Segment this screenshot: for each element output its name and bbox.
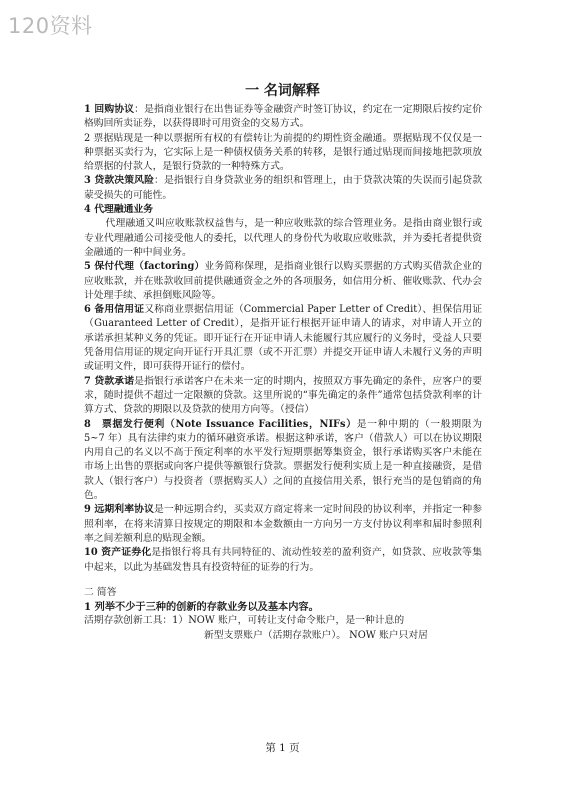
definition-item: 10 资产证券化是指银行将具有共同特征的、流动性较差的盈利资产，如贷款、应收款等集中起来，以此为基础发售具有投资特征的证券的行为。	[84, 547, 483, 573]
answer-text: 新型支票账户（活期存款账户）。 NOW 账户只对居	[204, 629, 428, 641]
definition-item: 2 票据贴现是一种以票据所有权的有偿转让为前提的约期性资金融通。票据贴现不仅仅是一种票据买卖行为，它实际上是一种债权债务关系的转移，是银行通过贴现而间接地把款项放给票据的付款人，是银行贷款的一种特殊方式。	[84, 132, 482, 173]
watermark-logo: 120资料	[8, 14, 93, 38]
question-heading: 1 列举不少于三种的创新的存款业务以及基本内容。	[84, 601, 319, 614]
definition-item: 6 备用信用证又称商业票据信用证（Commercial Paper Letter of Credit）、担保信用证（Guaranteed Letter of Credit），是指开证行根据开证申请人的请求，对申请人开立的承诺承担某种义务的凭证。即开证行在开证申请人未能履行其应履行的义务时，受益人只要凭备用信用证的规定向开证行开具汇票（或不开汇票）并提交开证申请人未履行义务的声明或证明文件，即可获得开证行的偿付。	[84, 304, 482, 373]
definition-item: 9 远期利率协议是一种远期合约，买卖双方商定将来一定时间段的协议利率，并指定一种参照利率，在将来清算日按规定的期限和本金数额由一方向另一方支付协议利率和届时参照利率之间差额利息的贴现金额。	[84, 504, 482, 544]
definition-item: 代理融通又叫应收账款权益售与，是一种应收账款的综合管理业务。是指由商业银行或专业代理融通公司接受他人的委托，以代理人的身份代为收取应收账款，并为委托者提供资金融通的一种中间业务。	[84, 218, 482, 258]
definition-item: 5 保付代理（factoring）业务简称保理，是指商业银行以购买票据的方式购买借款企业的应收账款，并在账款收回前提供融通资金之外的各项服务，如信用分析、催收账款、代办会计处理手续、承担倒账风险等。	[84, 261, 483, 301]
definition-item: 8 票据发行便利（Note Issuance Facilities，NIFs）是一种中期的（一般期限为 5~7 年）具有法律约束力的循环融资承诺。根据这种承诺，客户（借款人）可以在协议期限内用自己的名义以不高于预定利率的水平发行短期票据筹集资金，银行承诺购买客户未能在市场上出售的票据或向客户提供等额银行贷款。票据发行便利实质上是一种直接融资，是借款人（银行客户）与投资者（票据购买人）之间的直接信用关系，银行充当的是包销商的角色。	[84, 418, 482, 502]
page-title: 一 名词解释	[245, 83, 320, 99]
definition-heading: 4 代理融通业务	[84, 204, 154, 216]
answer-text: 活期存款创新工具：1）NOW 账户，可转让支付命令账户，是一种计息的	[84, 615, 405, 627]
document-body	[84, 103, 482, 643]
page-number: 第 1 页	[265, 742, 300, 754]
definition-item: 1 回购协议：是指商业银行在出售证券等金融资产时签订协议，约定在一定期限后按约定价格购回所卖证券，以获得即时可用资金的交易方式。	[84, 104, 483, 130]
definition-item: 3 贷款决策风险：是指银行自身贷款业务的组织和管理上，由于贷款决策的失误而引起贷款蒙受损失的可能性。	[84, 175, 482, 201]
definition-item: 7 贷款承诺是指银行承诺客户在未来一定的时期内，按照双方事先确定的条件，应客户的要求，随时提供不超过一定限额的贷款。这里所说的“事先确定的条件”通常包括贷款利率的计算方式、贷款的期限以及贷款的使用方向等。（授信）	[84, 375, 483, 416]
section-heading: 二 简答	[84, 586, 117, 598]
